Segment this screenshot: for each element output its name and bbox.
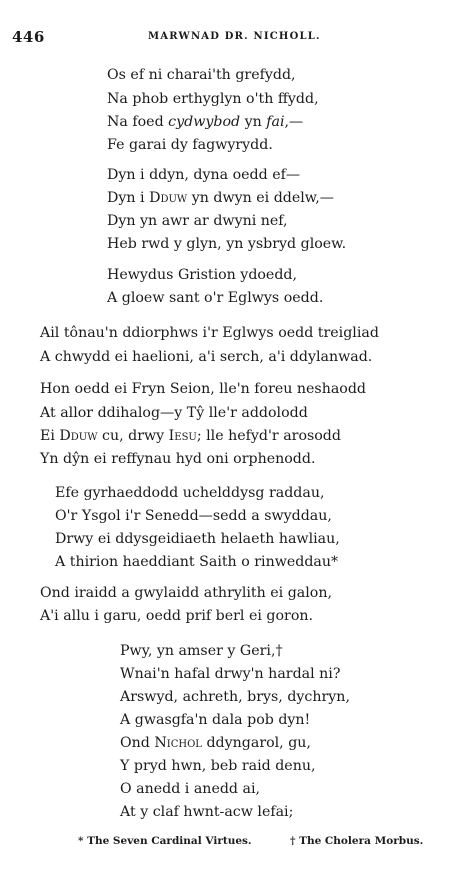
verse-line: Ond Nichol ddyngarol, gu, xyxy=(120,735,311,751)
verse-line: Hewydus Gristion ydoedd, xyxy=(107,267,298,283)
verse-line: Heb rwd y glyn, yn ysbryd gloew. xyxy=(107,236,347,252)
verse-line: Yn dŷn ei reffynau hyd oni orphenodd. xyxy=(40,451,316,467)
verse-line: Na phob erthyglyn o'th ffydd, xyxy=(107,91,319,107)
footnote: † The Cholera Morbus. xyxy=(290,835,424,847)
verse-line: Dyn i Dduw yn dwyn ei ddelw,— xyxy=(107,190,334,206)
verse-line: Dyn yn awr ar dwyni nef, xyxy=(107,213,288,229)
verse-line: Drwy ei ddysgeidiaeth helaeth hawliau, xyxy=(55,531,340,547)
verse-line: A chwydd ei haelioni, a'i serch, a'i ddylanwad. xyxy=(40,349,373,365)
verse-line: Ei Dduw cu, drwy Iesu; lle hefyd'r arosodd xyxy=(40,428,341,444)
page-number: 446 xyxy=(12,28,45,46)
verse-line: Y pryd hwn, beb raid denu, xyxy=(120,758,316,774)
verse-line: A gloew sant o'r Eglwys oedd. xyxy=(107,290,324,306)
footnote: * The Seven Cardinal Virtues. xyxy=(78,835,252,847)
verse-line: Na foed cydwybod yn fai,— xyxy=(107,114,304,130)
verse-line: Os ef ni charai'th grefydd, xyxy=(107,67,296,83)
verse-line: O'r Ysgol i'r Senedd—sedd a swyddau, xyxy=(55,508,332,524)
verse-line: O anedd i anedd ai, xyxy=(120,781,261,797)
page-header xyxy=(0,28,462,48)
verse-line: Pwy, yn amser y Geri,† xyxy=(120,643,283,659)
verse-line: Ail tônau'n ddiorphws i'r Eglwys oedd treigliad xyxy=(40,325,379,341)
verse-line: Efe gyrhaeddodd uchelddysg raddau, xyxy=(55,485,325,501)
verse-line: A'i allu i garu, oedd prif berl ei goron. xyxy=(40,608,314,624)
verse-line: Dyn i ddyn, dyna oedd ef— xyxy=(107,167,301,183)
verse-line: Wnai'n hafal drwy'n hardal ni? xyxy=(120,666,341,682)
running-title: MARWNAD DR. NICHOLL. xyxy=(148,31,321,42)
verse-line: A gwasgfa'n dala pob dyn! xyxy=(120,712,311,728)
verse-line: At allor ddihalog—y Tŷ lle'r addolodd xyxy=(40,405,308,421)
verse-line: At y claf hwnt-acw lefai; xyxy=(120,804,294,820)
verse-line: Arswyd, achreth, brys, dychryn, xyxy=(120,689,350,705)
verse-line: Ond iraidd a gwylaidd athrylith ei galon, xyxy=(40,585,332,601)
verse-line: A thirion haeddiant Saith o rinweddau* xyxy=(55,554,339,570)
verse-line: Hon oedd ei Fryn Seion, lle'n foreu neshaodd xyxy=(40,381,367,397)
verse-line: Fe garai dy fagwyrydd. xyxy=(107,137,273,153)
